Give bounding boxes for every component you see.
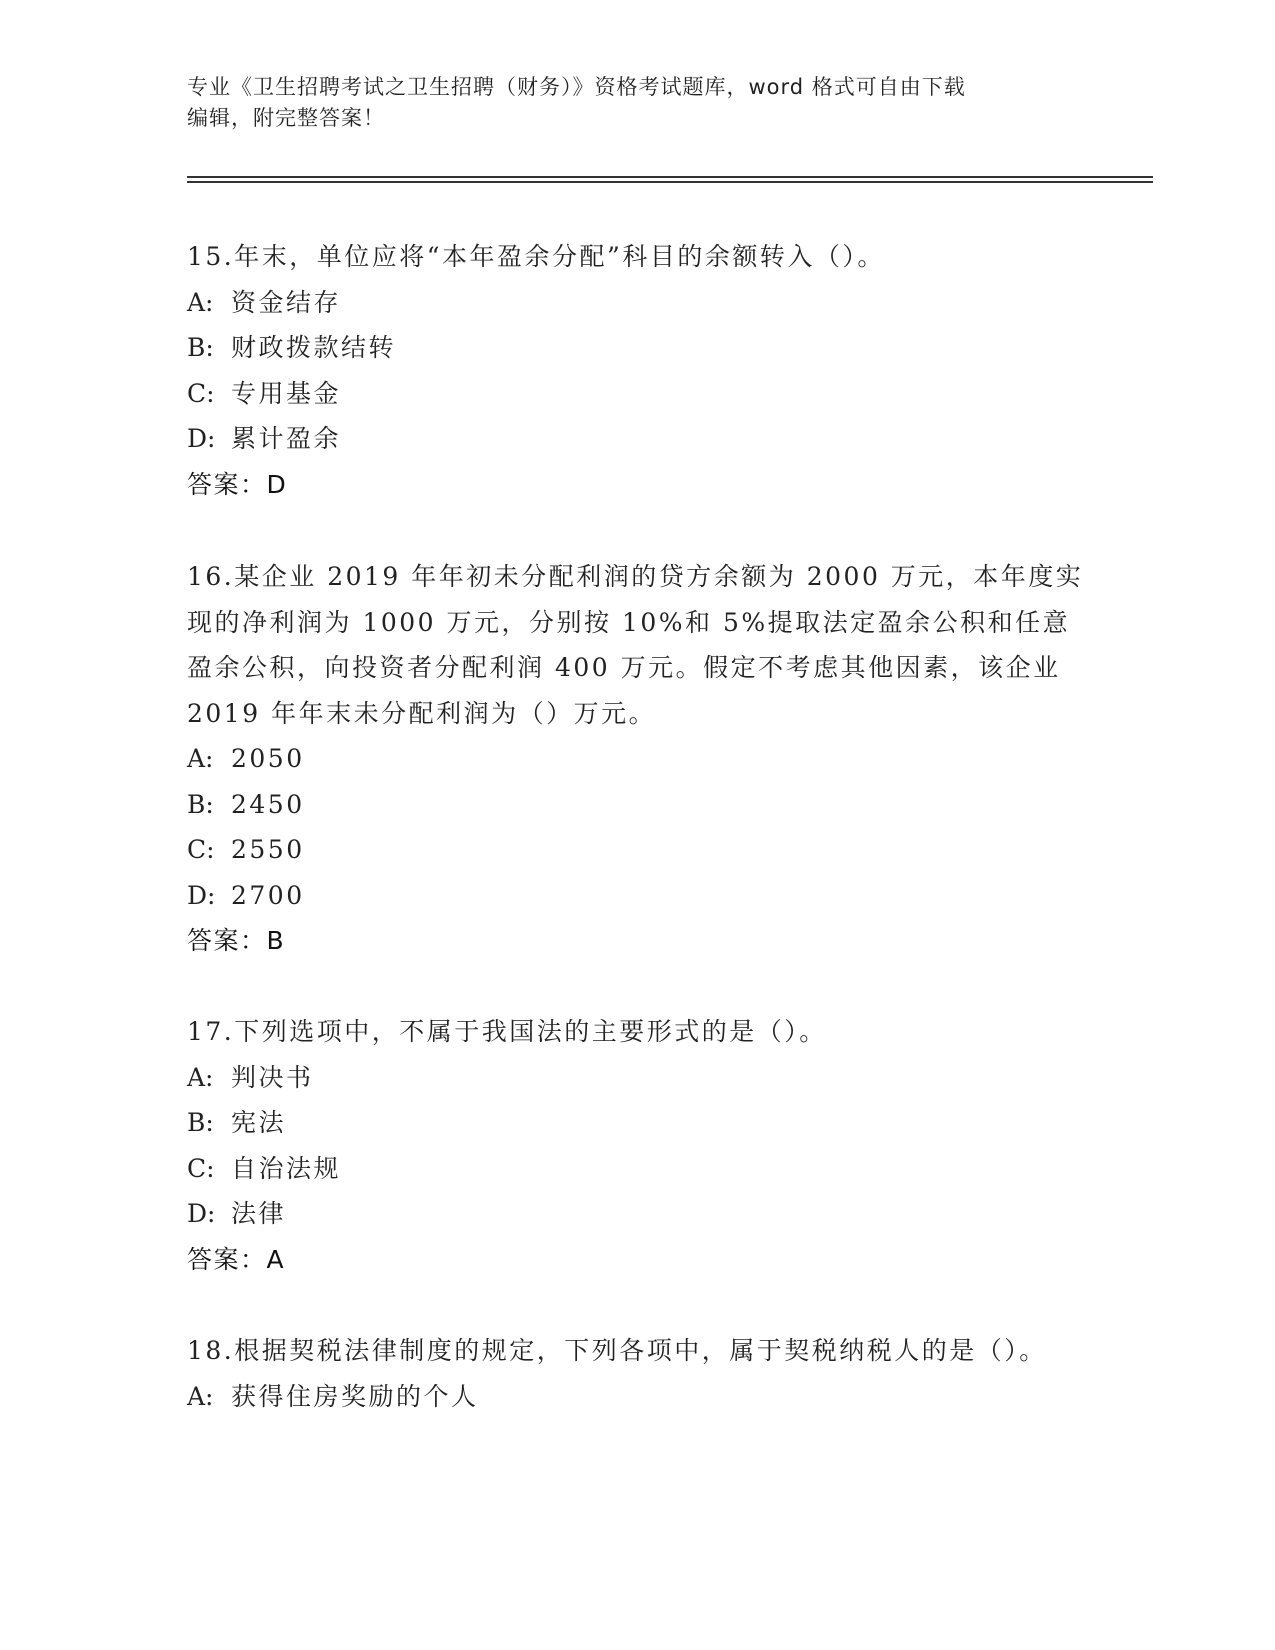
option-b <box>187 782 1087 828</box>
option-d <box>187 1191 1087 1237</box>
option-c <box>187 1146 1087 1192</box>
intro-line-1: 专业《卫生招聘考试之卫生招聘（财务）》资格考试题库，word 格式可自由下载 <box>187 75 966 99</box>
option-text: 累计盈余 <box>231 424 342 453</box>
question-stem: 16.某企业 2019 年年初未分配利润的贷方余额为 2000 万元，本年度实现的净利润为 1000 万元，分别按 10%和 5%提取法定盈余公积和任意盈余公积，向投资者分配利润 400 万元。假定不考虑其他因素，该企业 2019 年年末未分配利润为（）万元。 <box>187 562 1084 728</box>
option-b <box>187 1100 1087 1146</box>
option-a <box>187 1374 1087 1420</box>
option-key: C: <box>187 835 215 864</box>
option-key: B: <box>187 789 214 819</box>
question-17 <box>187 1009 1087 1282</box>
header-divider-top <box>187 176 1153 178</box>
question-18 <box>187 1328 1087 1419</box>
option-text: 资金结存 <box>231 287 342 317</box>
option-c <box>187 371 1087 417</box>
option-d <box>187 873 1087 919</box>
option-text: 财政拨款结转 <box>231 333 397 362</box>
option-text: 自治法规 <box>231 1153 342 1183</box>
option-key: A: <box>187 1062 214 1092</box>
option-key: A: <box>187 1381 214 1411</box>
option-a <box>187 280 1087 326</box>
option-d <box>187 416 1087 462</box>
header-divider-bottom <box>187 181 1153 183</box>
option-key: B: <box>187 1108 214 1137</box>
option-text: 获得住房奖励的个人 <box>231 1381 479 1411</box>
question-16 <box>187 554 1087 964</box>
option-text: 判决书 <box>231 1062 314 1092</box>
option-b <box>187 325 1087 371</box>
option-a <box>187 1055 1087 1101</box>
option-text: 2550 <box>231 835 305 864</box>
answer-line: 答案：A <box>187 1244 286 1274</box>
option-text: 宪法 <box>231 1108 287 1137</box>
option-key: B: <box>187 333 214 362</box>
option-text: 2700 <box>231 880 305 910</box>
option-text: 2450 <box>231 789 305 819</box>
question-stem: 15.年末，单位应将“本年盈余分配”科目的余额转入（）。 <box>187 242 885 271</box>
question-stem: 17.下列选项中，不属于我国法的主要形式的是（）。 <box>187 1017 827 1046</box>
option-key: A: <box>187 287 214 317</box>
option-key: D: <box>187 1199 216 1228</box>
answer-line: 答案：B <box>187 926 286 955</box>
option-key: D: <box>187 424 216 453</box>
option-c <box>187 827 1087 873</box>
option-key: D: <box>187 880 216 910</box>
document-intro <box>187 72 1067 134</box>
option-text: 法律 <box>231 1199 287 1228</box>
option-a <box>187 736 1087 782</box>
option-key: A: <box>187 744 214 773</box>
option-text: 2050 <box>231 744 305 773</box>
question-stem: 18.根据契税法律制度的规定，下列各项中，属于契税纳税人的是（）。 <box>187 1336 1047 1365</box>
question-15 <box>187 234 1087 507</box>
answer-line: 答案：D <box>187 469 288 499</box>
option-text: 专用基金 <box>231 378 342 408</box>
intro-line-2: 编辑，附完整答案！ <box>187 106 385 130</box>
option-key: C: <box>187 1153 215 1183</box>
option-key: C: <box>187 378 215 408</box>
